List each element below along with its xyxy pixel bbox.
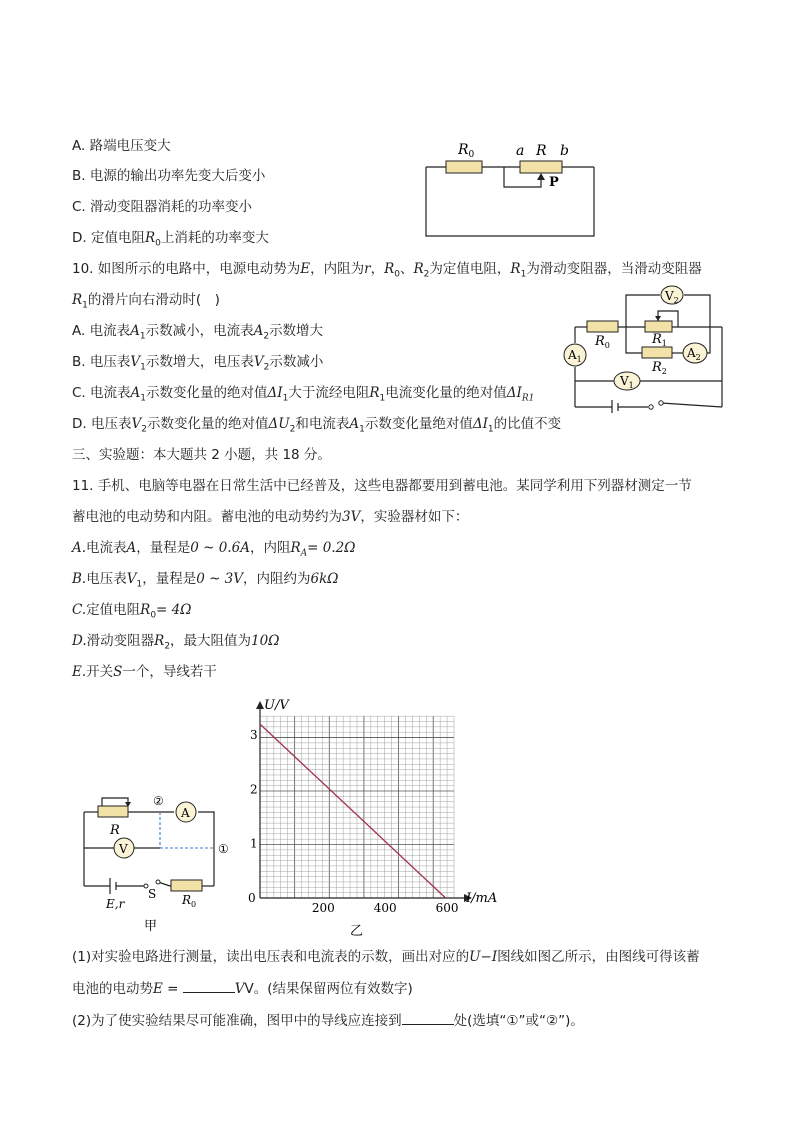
y-tick-label: 0 <box>248 891 256 905</box>
q10-label-a1: $A_1$ <box>568 348 582 364</box>
q10-circuit-diagram <box>560 283 730 413</box>
q10-option-c: C. 电流表$A_1$示数变化量的绝对值$\Delta I_1$大于流经电阻$R_1$电流变化量的绝对值$\Delta I_{R1}$ <box>72 385 535 404</box>
x-tick-label: 200 <box>311 901 335 915</box>
q11-sub1-line2: 电池的电动势E = VV。(结果保留两位有效数字) <box>72 978 413 998</box>
q11-item-c: C.定值电阻$R_0= 4\Omega$ <box>72 602 192 621</box>
q11-item-a: A.电流表A，量程是0 ~ 0.6A，内阻$R_A= 0.2\Omega$ <box>72 540 356 559</box>
q11-sub2: (2)为了使实验结果尽可能准确，图甲中的导线应连接到 处(选填“①”或“②”)。 <box>72 1010 584 1030</box>
q10-label-a2: $A_2$ <box>687 346 701 362</box>
q9-option-a: A. 路端电压变大 <box>72 138 171 154</box>
q9-option-d: D. 定值电阻$R_0$上消耗的功率变大 <box>72 230 269 249</box>
x-axis-label: I/mA <box>466 891 498 906</box>
q11-jia-label-er: E,r <box>106 897 125 911</box>
q11-jia-label-s: S <box>148 887 157 901</box>
q9-label-r0: $R_0$ <box>458 142 475 160</box>
y-tick-label: 1 <box>250 836 258 851</box>
q11-item-b: B.电压表$V_1$，量程是0 ~ 3V，内阻约为6kΩ <box>72 571 339 590</box>
q11-jia-label-a: A <box>181 806 190 820</box>
q11-jia-label-v: V <box>119 842 128 856</box>
x-tick-label: 400 <box>373 901 397 915</box>
q10-stem-line2: $R_1$的滑片向右滑动时( ) <box>72 292 220 311</box>
section-heading: 三、实验题：本大题共 2 小题，共 18 分。 <box>72 447 331 463</box>
q10-label-r2: $R_2$ <box>652 360 667 376</box>
q10-label-v2: $V_2$ <box>665 289 679 305</box>
q9-label-a: a <box>516 143 525 159</box>
q11-item-d: D.滑动变阻器$R_2$，最大阻值为10Ω <box>72 633 280 652</box>
x-tick-label: 600 <box>435 901 459 915</box>
answer-blank-wire[interactable] <box>402 1010 454 1025</box>
q10-label-r0: $R_0$ <box>595 334 610 350</box>
q10-label-v1: $V_1$ <box>620 374 634 390</box>
q10-option-d: D. 电压表$V_2$示数变化量的绝对值$\Delta U_2$和电流表$A_1$示数变化量绝对值$\Delta I_1$的比值不变 <box>72 416 562 435</box>
q11-sub1-line1: (1)对实验电路进行测量，读出电压表和电流表的示数，画出对应的U−I图线如图乙所示，由图线可得该蓄 <box>72 949 700 965</box>
q9-label-r: R <box>536 143 547 159</box>
q11-ui-graph <box>240 695 510 940</box>
y-tick-label: 2 <box>250 782 258 797</box>
q11-jia-label-n2: ② <box>153 794 164 808</box>
answer-blank-emf[interactable] <box>183 978 235 993</box>
q9-circuit-diagram <box>420 138 600 238</box>
q11-circuit-jia <box>80 790 240 940</box>
y-tick-label: 3 <box>250 728 258 743</box>
q11-yi-caption: 乙 <box>350 924 364 939</box>
q9-option-c: C. 滑动变阻器消耗的功率变小 <box>72 199 253 215</box>
q10-option-a: A. 电流表$A_1$示数减小，电流表$A_2$示数增大 <box>72 323 324 342</box>
q11-jia-caption: 甲 <box>144 919 158 934</box>
q11-jia-label-r0: $R_0$ <box>182 893 197 909</box>
q9-option-b: B. 电源的输出功率先变大后变小 <box>72 168 266 184</box>
y-axis-arrow <box>256 701 264 709</box>
q9-label-p: P <box>549 175 559 190</box>
y-axis-label: U/V <box>264 698 289 713</box>
q10-option-b: B. 电压表$V_1$示数增大，电压表$V_2$示数减小 <box>72 354 324 373</box>
q11-stem-line1: 11. 手机、电脑等电器在日常生活中已经普及，这些电器都要用到蓄电池。某同学利用下列器材测定一节 <box>72 478 692 494</box>
q11-jia-label-n1: ① <box>218 842 229 856</box>
q10-stem-line1: 10. 如图所示的电路中，电源电动势为E，内阻为r，$R_0$、$R_2$为定值电阻，$R_1$为滑动变阻器，当滑动变阻器 <box>72 261 702 280</box>
q10-label-r1: $R_1$ <box>652 332 667 348</box>
q11-stem-line2: 蓄电池的电动势和内阻。蓄电池的电动势约为3V，实验器材如下： <box>72 509 469 525</box>
q9-label-b: b <box>560 143 569 159</box>
q11-item-e: E.开关S一个，导线若干 <box>72 664 217 680</box>
q11-jia-label-r: R <box>110 823 120 838</box>
